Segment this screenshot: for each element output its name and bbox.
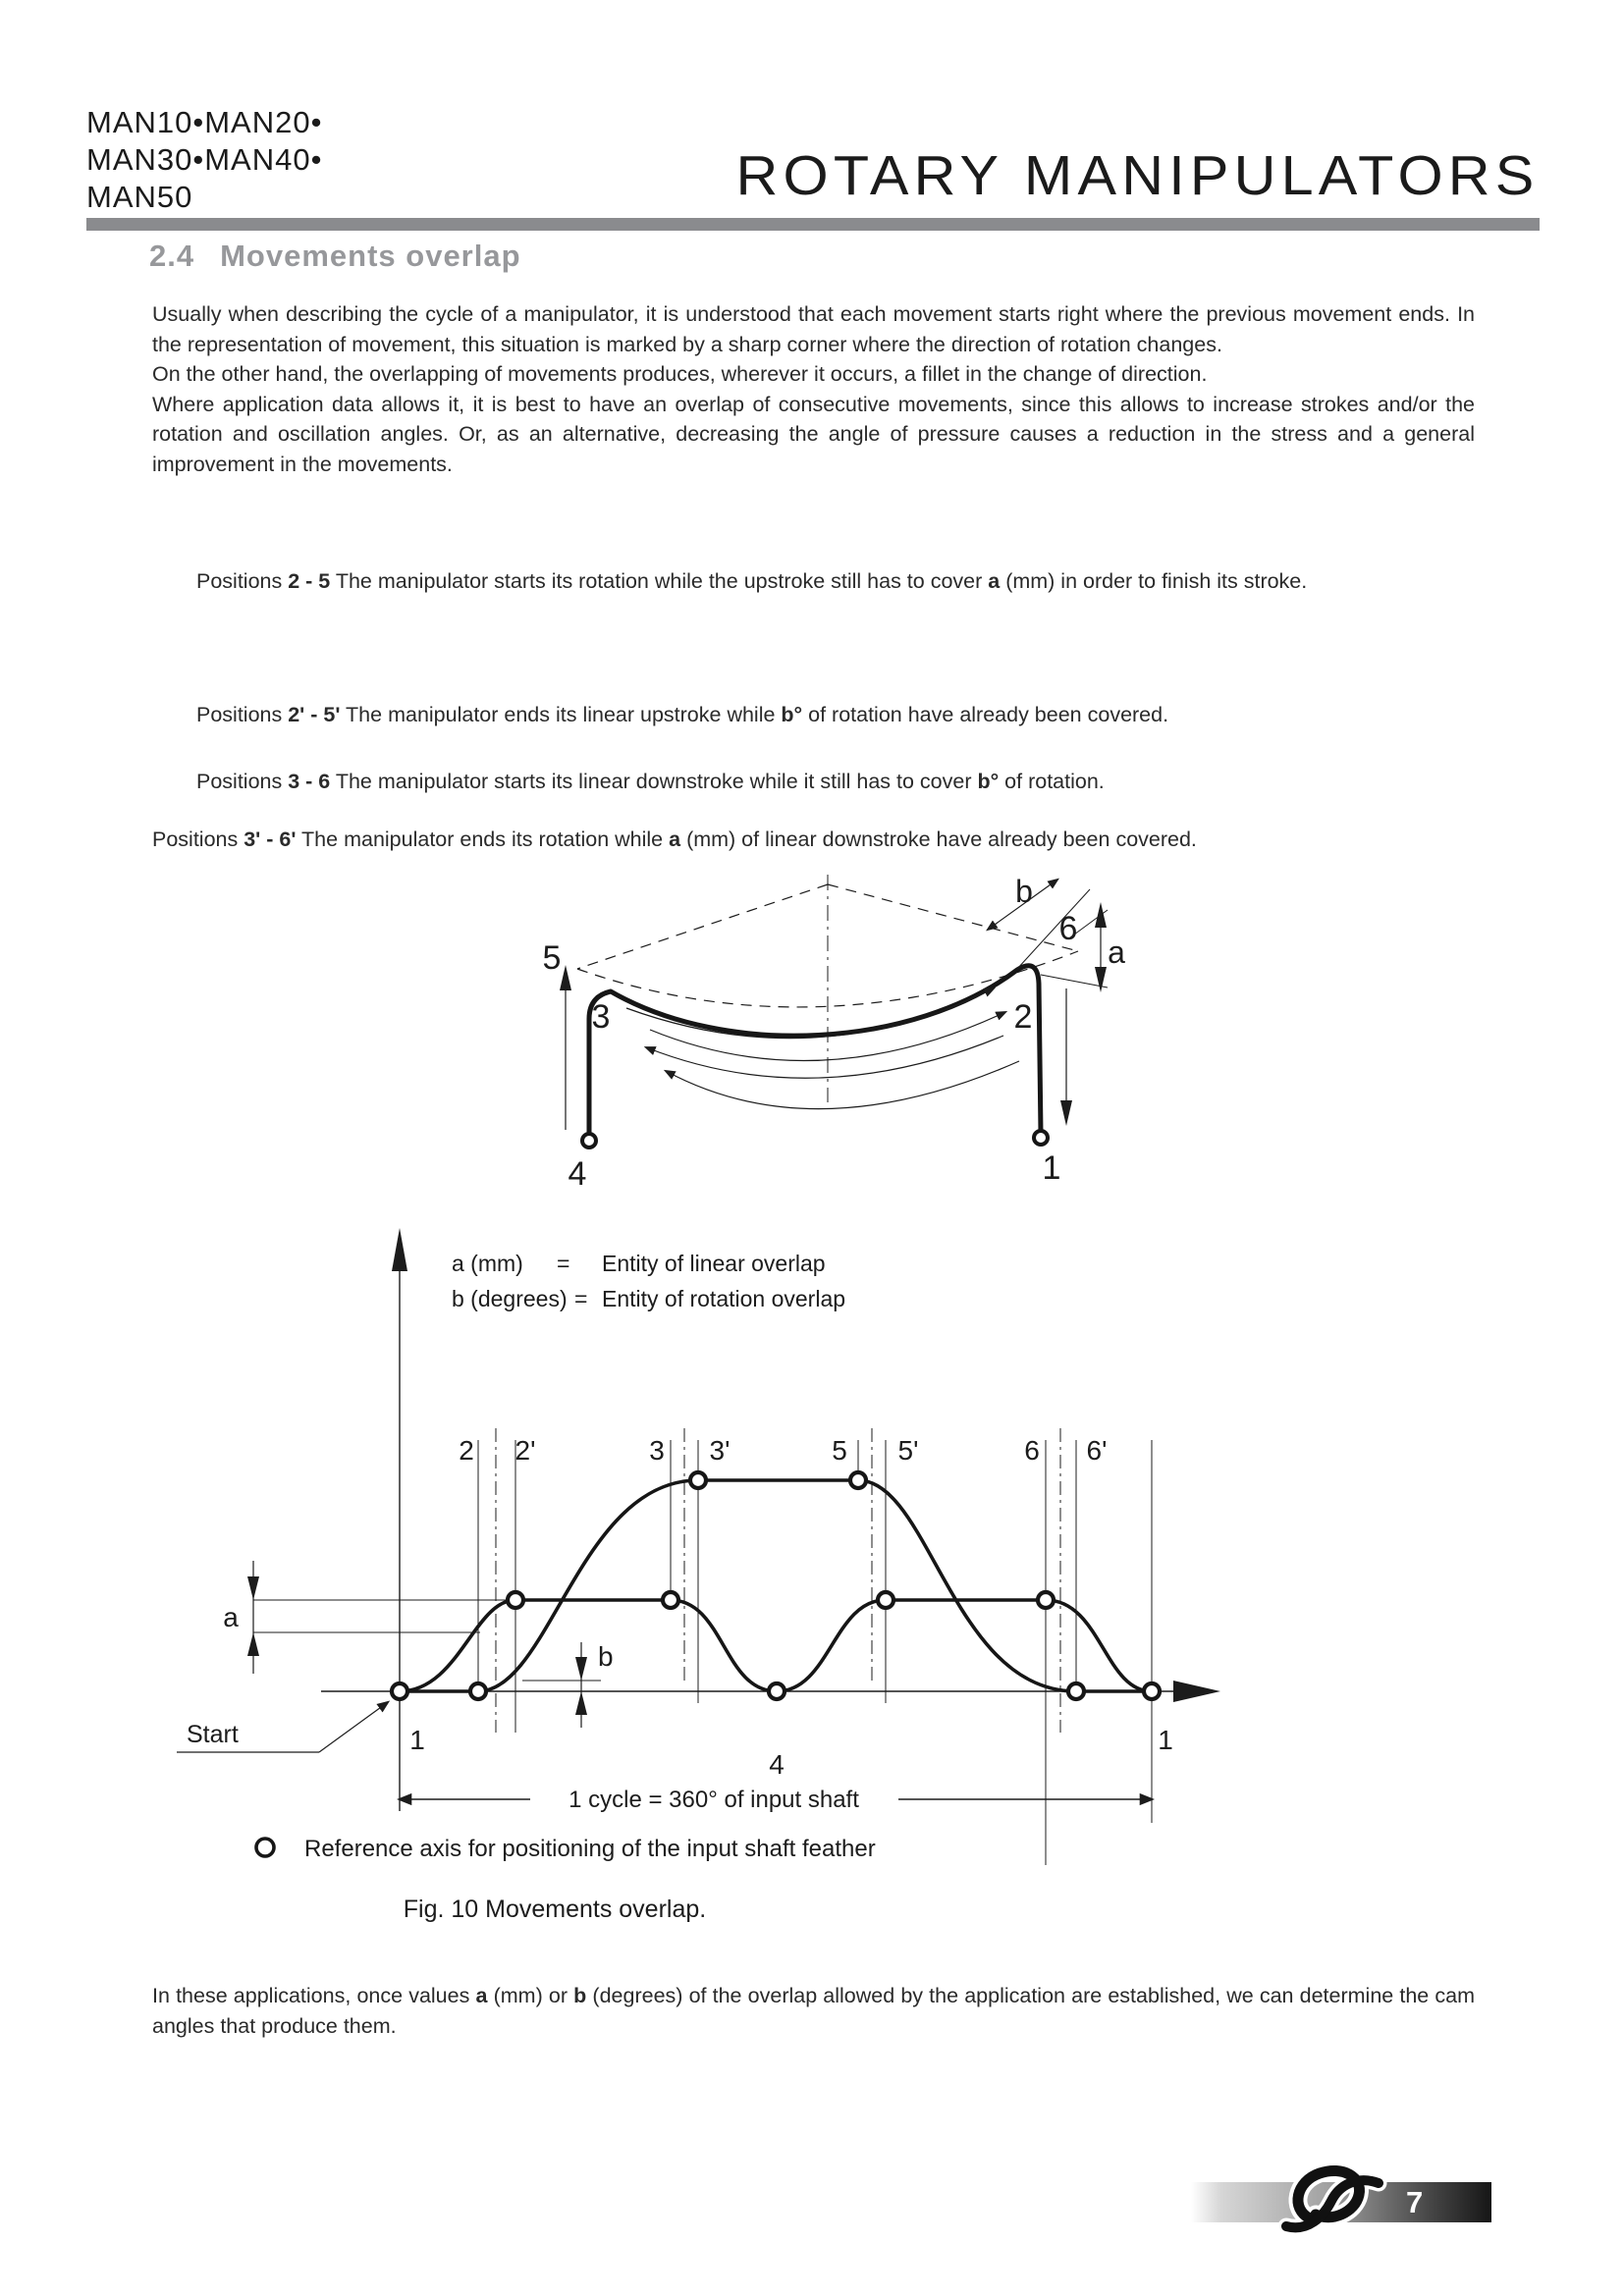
graph-label-3: 3	[649, 1435, 665, 1466]
label-4: 4	[568, 1155, 587, 1193]
position-1-marker	[1034, 1131, 1048, 1145]
marker-5p	[878, 1592, 893, 1608]
label-2: 2	[1013, 998, 1033, 1036]
b-dim-arrow-down-icon	[575, 1657, 587, 1681]
label-5: 5	[542, 939, 562, 977]
paragraph: On the other hand, the overlapping of movements produces, wherever it occurs, a fillet in the change of direction.	[152, 362, 1208, 386]
graph-dim-b: b	[598, 1641, 614, 1672]
model-line-3: MAN50	[86, 180, 193, 214]
intro-paragraphs	[152, 299, 1475, 479]
marker-5	[850, 1472, 866, 1488]
legend-b-desc: Entity of rotation overlap	[602, 1286, 846, 1311]
marker-1-right	[1144, 1683, 1160, 1699]
legend-b-symbol: b (degrees)	[452, 1286, 568, 1311]
down-arrow-icon	[1060, 1100, 1072, 1126]
model-list	[86, 104, 322, 216]
marker-6p	[1068, 1683, 1084, 1699]
closing-paragraph: In these applications, once values a (mm) or b (degrees) of the overlap allowed by the application are established, we can determine the cam angles that produce them.	[152, 1984, 1476, 2038]
graph-label-1-right: 1	[1158, 1725, 1173, 1755]
manipulator-arc-diagram	[491, 859, 1139, 1212]
positions-paragraph-2-5: Positions 2 - 5 The manipulator starts its rotation while the upstroke still has to cover a (mm) in order to finish its stroke.	[196, 569, 1308, 593]
graph-label-3p: 3'	[709, 1435, 731, 1466]
marker-2	[470, 1683, 486, 1699]
graph-label-2p: 2'	[514, 1435, 536, 1466]
positions-paragraph-2p-5p: Positions 2' - 5' The manipulator ends its linear upstroke while b° of rotation have already been covered.	[196, 703, 1169, 726]
graph-label-1-left: 1	[409, 1725, 425, 1755]
b-dim-arrow-up-icon	[575, 1691, 587, 1715]
section-title: Movements overlap	[220, 239, 521, 273]
marker-4	[769, 1683, 785, 1699]
brand-logo-icon	[1276, 2156, 1394, 2250]
reference-text: Reference axis for positioning of the input shaft feather	[304, 1836, 876, 1862]
rotation-direction-arc-left-1	[646, 1036, 1003, 1078]
header-divider-bar	[86, 218, 1540, 231]
a-dim-arrow-bottom	[1095, 967, 1107, 992]
marker-1-left	[392, 1683, 407, 1699]
positions-paragraph-3-6: Positions 3 - 6 The manipulator starts its linear downstroke while it still has to cover b° of rotation.	[196, 770, 1105, 793]
label-6: 6	[1058, 910, 1078, 947]
marker-2p	[508, 1592, 523, 1608]
linear-stroke-curve	[400, 1600, 1152, 1691]
y-axis-arrow-icon	[392, 1228, 407, 1271]
paragraph: Where application data allows it, it is best to have an overlap of consecutive movements, since this allows to increase strokes and/or the rotation and oscillation angles. Or, as an alternative, decreasing the angle of pressure causes a reduction in the stress and a general improvement in the movements.	[152, 392, 1475, 476]
positions-paragraph-3p-6p: Positions 3' - 6' The manipulator ends its rotation while a (mm) of linear downstroke have already been covered.	[152, 828, 1197, 851]
legend-a-desc: Entity of linear overlap	[602, 1251, 826, 1276]
rotation-curve	[400, 1480, 1152, 1691]
up-arrow-icon	[560, 965, 571, 990]
graph-label-5p: 5'	[897, 1435, 919, 1466]
graph-label-6p: 6'	[1086, 1435, 1108, 1466]
graph-label-2: 2	[459, 1435, 474, 1466]
label-a: a	[1108, 934, 1125, 970]
rotation-radius-right	[828, 884, 1078, 951]
model-line-2: MAN30•MAN40•	[86, 142, 323, 177]
marker-6	[1038, 1592, 1054, 1608]
start-arrow	[319, 1702, 388, 1752]
label-3: 3	[591, 998, 611, 1036]
start-label: Start	[187, 1721, 239, 1748]
position-4-marker	[582, 1134, 596, 1148]
x-axis-arrow-icon	[1173, 1681, 1220, 1702]
graph-dim-a: a	[223, 1602, 239, 1632]
cycle-text: 1 cycle = 360° of input shaft	[568, 1787, 859, 1813]
graph-label-6: 6	[1024, 1435, 1040, 1466]
page-title: ROTARY MANIPULATORS	[735, 144, 1540, 207]
graph-label-5: 5	[832, 1435, 847, 1466]
graph-label-4: 4	[769, 1749, 785, 1780]
rotation-direction-arc-left-2	[666, 1061, 1019, 1109]
label-1: 1	[1042, 1149, 1061, 1187]
marker-3p	[690, 1472, 706, 1488]
paragraph: Usually when describing the cycle of a manipulator, it is understood that each movement starts right where the previous movement ends. In the representation of movement, this situation is marked by a sharp corner where the direction of rotation changes.	[152, 302, 1475, 356]
rotation-radius-left	[577, 884, 828, 969]
figure-caption: Fig. 10 Movements overlap.	[403, 1896, 707, 1923]
model-line-1: MAN10•MAN20•	[86, 105, 323, 139]
a-dim-arrow-up-icon	[247, 1632, 259, 1656]
legend-a-equals: =	[557, 1251, 570, 1276]
label-b: b	[1015, 874, 1033, 909]
a-dim-arrow-down-icon	[247, 1576, 259, 1600]
page-number: 7	[1406, 2185, 1424, 2219]
legend-b-equals: =	[574, 1286, 588, 1311]
marker-3	[663, 1592, 678, 1608]
legend-a-symbol: a (mm)	[452, 1251, 523, 1276]
reference-axis-icon	[256, 1839, 274, 1856]
movements-overlap-graph	[83, 1222, 1232, 1934]
section-heading	[149, 239, 521, 274]
section-number: 2.4	[149, 239, 195, 273]
